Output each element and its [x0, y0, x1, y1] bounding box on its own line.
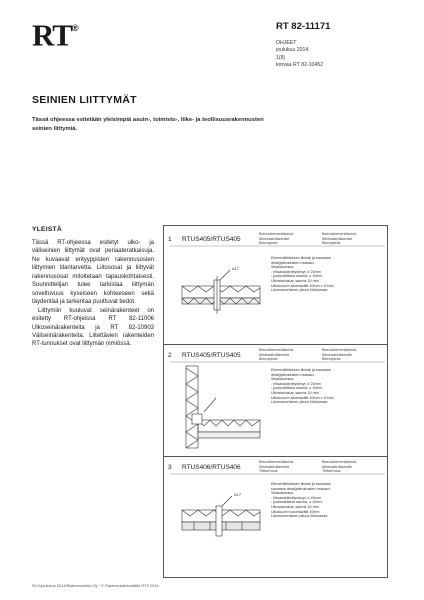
material: Betonielementtiseinä	[259, 460, 294, 464]
row-code: RTUS406/RTUS406	[182, 464, 241, 471]
note: Elementtiliitoksen tiiviste ja saumaus	[271, 368, 331, 372]
section-heading: YLEISTÄ	[32, 226, 62, 233]
material: Betonielementtiseinä	[322, 460, 357, 464]
note: - juoksutettava sauma, ≥ 10mm	[271, 274, 323, 279]
note: detaljipiirustusten mukaan.	[271, 260, 315, 265]
detail-label: A17	[234, 492, 242, 497]
material: Betonielementtiseinä	[259, 232, 294, 236]
detail-row	[164, 456, 387, 578]
detail-row	[164, 344, 387, 456]
material: Betonipinta	[322, 241, 341, 246]
row-number: 3	[168, 464, 172, 471]
note: Elementtiliitoksen tiiviste ja saumaus	[271, 256, 331, 260]
materials-left	[259, 232, 293, 246]
section-body	[32, 239, 154, 349]
material: Mineraalivillaeriste	[259, 464, 290, 469]
material: Betonipinta	[322, 357, 341, 362]
meta-replaces: korvaa RT 82-10452	[276, 62, 324, 69]
note: Sisäsaumaus:	[271, 491, 295, 496]
note: - hitsauskiinnityslevyt, k 20mm	[271, 269, 321, 274]
note: Lämmöneristeen pituus liitoksessa	[271, 400, 328, 405]
detail-label: A17	[232, 266, 240, 271]
material: Mineraalivillaeriste	[259, 236, 290, 241]
row-notes	[271, 482, 385, 519]
row-code: RTUS405/RTUS405	[182, 236, 241, 243]
materials-right	[322, 232, 356, 246]
paragraph: Tässä RT-ohjeessa esitetyt ulko- ja väliseinien liittymät ovat periaateratkaisuja. Ne kuvaavat erityyppisten rakennusosien liittymien tilantarvetta. Liitososat ja liittyvät rakennusosat mitoitetaan tapauskohtaisesti. Suunnittelijan tulee tarkistaa liittymän soveltuvuus kyseiseen kohteeseen sekä täydentää ja tarkentaa puuttuvat tiedot.	[32, 240, 154, 306]
lead-paragraph: Tässä ohjeessa esitetään yleisimpiä asuin-, toimisto-, liike- ja teollisuusrakennusten seinien liittymiä.	[32, 117, 264, 132]
material: Betonielementtiseinä	[322, 232, 357, 236]
document-meta	[276, 40, 323, 70]
material: Mineraalivillaeriste	[259, 352, 290, 357]
material: Betonipinta	[259, 357, 278, 362]
note: Ulkokuoren saumavälit 10mm	[271, 509, 320, 514]
material: Betonipinta	[259, 241, 278, 246]
meta-date: joulukuu 2014	[276, 47, 309, 54]
note: Sisäsaumaus:	[271, 265, 295, 270]
note: - hitsauskiinnityslevyt, k 20mm	[271, 381, 321, 386]
joint-details-table	[163, 225, 388, 578]
row-notes	[271, 256, 385, 293]
note: Lämmöneristeen pituus liitoksessa	[271, 288, 328, 293]
note: saumaus detaljipiirustusten mukaan.	[271, 486, 331, 491]
material: Mineraalivillaeriste	[322, 464, 353, 469]
note: - juoksutettava sauma, ≥ 10mm	[271, 500, 323, 505]
materials-left	[259, 460, 293, 474]
note: Ulkosaumaus: sauma 15 mm	[271, 390, 319, 395]
note: Ulkokuoren saumavälit 10mm x 10mm	[271, 395, 334, 400]
row-notes	[271, 368, 385, 405]
material: Betonielementtiseinä	[322, 348, 357, 352]
material: Betonielementtiseinä	[259, 348, 294, 352]
note: Ulkokuoren saumavälit 10mm x 10mm	[271, 283, 334, 288]
material: Tiiliverhous	[259, 469, 278, 474]
note: Lämmöneristeen pituus liitoksessa	[271, 514, 328, 519]
note: - juoksutettava sauma, ≥ 10mm	[271, 386, 323, 391]
note: Ulkosaumaus: sauma 15 mm	[271, 278, 319, 283]
row-number: 1	[168, 236, 172, 243]
detail-row	[164, 226, 387, 344]
materials-right	[322, 348, 356, 362]
page-title: SEINIEN LIITTYMÄT	[32, 94, 137, 106]
note: - hitsauskiinnityslevyt, k 20mm	[271, 495, 321, 500]
registered-mark: ®	[71, 23, 79, 33]
paragraph: Liittymiin kuuluvat seinärakenteet on esitetty RT-ohjeissa RT 82-11006 Ulkoseinärakenteita ja RT 82-10903 Väliseinärakenteita. Liitettävien rakenteiden RT-tunnukset ovat liittymän nimiössä.	[32, 307, 154, 348]
material: Tiiliverhous	[322, 469, 341, 474]
materials-right	[322, 460, 356, 474]
row-code: RTUS405/RTUS405	[182, 352, 241, 359]
note: Sisäsaumaus:	[271, 377, 295, 382]
materials-left	[259, 348, 293, 362]
rt-logo	[32, 16, 79, 53]
note: detaljipiirustusten mukaan.	[271, 372, 315, 377]
row-number: 2	[168, 352, 172, 359]
footer: RL/1/joulukuu 2014/Rakennustieto Oy · © Rakennustietosäätiö RTS 2014	[32, 583, 159, 588]
material: Mineraalivillaeriste	[322, 352, 353, 357]
note: Elementtiliitoksen tiiviste ja saumaus	[271, 482, 331, 486]
material: Mineraalivillaeriste	[322, 236, 353, 241]
note: Ulkosaumaus: sauma 15 mm	[271, 504, 319, 509]
meta-type: OHJEET	[276, 40, 297, 46]
logo-text: RT	[32, 17, 72, 53]
meta-page: 1(8)	[276, 54, 286, 61]
document-number: RT 82-11171	[276, 21, 331, 32]
